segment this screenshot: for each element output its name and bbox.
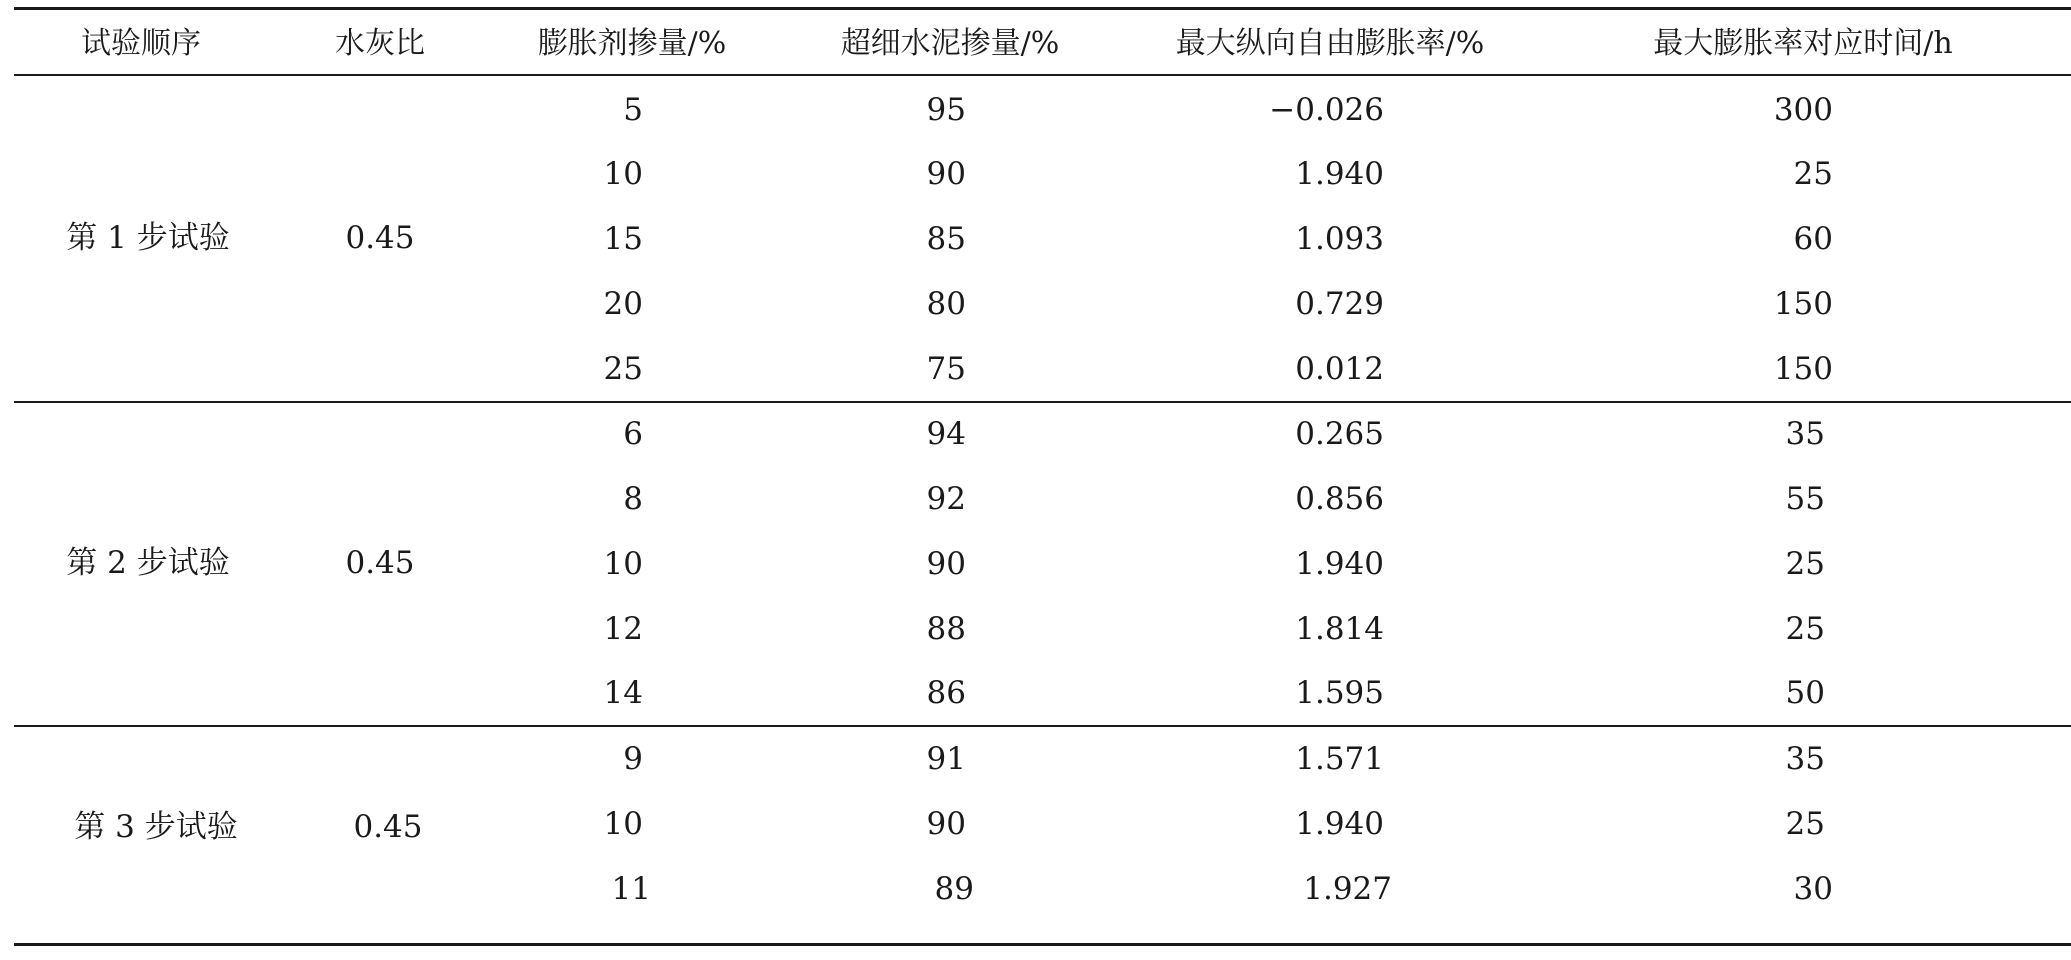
group-3-step: 第 3 步试验 xyxy=(74,809,238,845)
table-cell: 10 xyxy=(603,806,643,842)
table-cell: 90 xyxy=(926,806,966,842)
table-cell: 92 xyxy=(926,481,966,517)
table-cell: 14 xyxy=(603,675,643,711)
table-cell: 50 xyxy=(1785,675,1825,711)
table-cell: 94 xyxy=(926,416,966,452)
table-cell: 10 xyxy=(603,156,643,192)
table-cell: 1.940 xyxy=(1295,546,1384,582)
table-cell: 25 xyxy=(1793,156,1833,192)
table-cell: 35 xyxy=(1785,741,1825,777)
table-cell: 86 xyxy=(926,675,966,711)
table-cell: 88 xyxy=(926,611,966,647)
table-cell: 1.595 xyxy=(1295,675,1384,711)
table-cell: 25 xyxy=(1785,611,1825,647)
table-cell: 95 xyxy=(926,92,966,128)
table-cell: 9 xyxy=(623,741,643,777)
table-cell: 150 xyxy=(1773,286,1833,322)
table-cell: 85 xyxy=(926,221,966,257)
header-max-expansion: 最大纵向自由膨胀率/% xyxy=(1175,26,1485,61)
table-cell: 8 xyxy=(623,481,643,517)
table-cell: 300 xyxy=(1773,92,1833,128)
table-cell: 30 xyxy=(1793,871,1833,907)
header-ultrafine-cement: 超细水泥掺量/% xyxy=(840,26,1060,61)
group-1-bottom-rule xyxy=(14,401,2071,403)
table-cell: 1.093 xyxy=(1295,221,1384,257)
table-cell: 80 xyxy=(926,286,966,322)
header-wc-ratio: 水灰比 xyxy=(335,26,425,61)
table-cell: 1.571 xyxy=(1295,741,1384,777)
table-cell: 0.856 xyxy=(1295,481,1384,517)
table-cell: 10 xyxy=(603,546,643,582)
header-expansive-agent: 膨胀剂掺量/% xyxy=(537,26,727,61)
table-cell: 150 xyxy=(1773,351,1833,387)
table-cell: 25 xyxy=(1785,806,1825,842)
table-cell: 25 xyxy=(603,351,643,387)
header-rule xyxy=(14,74,2071,76)
table-cell: 0.012 xyxy=(1295,351,1384,387)
table-cell: 90 xyxy=(926,156,966,192)
table-cell: 0.265 xyxy=(1295,416,1384,452)
table-cell: 20 xyxy=(603,286,643,322)
top-rule xyxy=(14,7,2071,10)
bottom-rule xyxy=(14,943,2071,946)
table-cell: 1.940 xyxy=(1295,156,1384,192)
table-cell: 60 xyxy=(1793,221,1833,257)
group-2-step: 第 2 步试验 xyxy=(66,545,230,581)
table-cell: 5 xyxy=(623,92,643,128)
header-time: 最大膨胀率对应时间/h xyxy=(1653,26,1953,61)
table-cell: 6 xyxy=(623,416,643,452)
group-3-wc-ratio: 0.45 xyxy=(353,809,423,845)
table-cell: 12 xyxy=(603,611,643,647)
group-2-bottom-rule xyxy=(14,725,2071,727)
table-cell: 90 xyxy=(926,546,966,582)
table-cell: 11 xyxy=(611,871,651,907)
table-cell: 1.927 xyxy=(1303,871,1392,907)
group-1-wc-ratio: 0.45 xyxy=(345,220,415,256)
table-cell: 1.814 xyxy=(1295,611,1384,647)
table-cell: 91 xyxy=(926,741,966,777)
table-cell: 75 xyxy=(926,351,966,387)
table-cell: 25 xyxy=(1785,546,1825,582)
table-cell: 1.940 xyxy=(1295,806,1384,842)
table-cell: 35 xyxy=(1785,416,1825,452)
group-2-wc-ratio: 0.45 xyxy=(345,545,415,581)
table-cell: −0.026 xyxy=(1269,92,1384,128)
table-cell: 55 xyxy=(1785,481,1825,517)
table-cell: 89 xyxy=(934,871,974,907)
table-cell: 15 xyxy=(603,221,643,257)
header-test-order: 试验顺序 xyxy=(81,26,201,61)
table-cell: 0.729 xyxy=(1295,286,1384,322)
group-1-step: 第 1 步试验 xyxy=(66,220,230,256)
